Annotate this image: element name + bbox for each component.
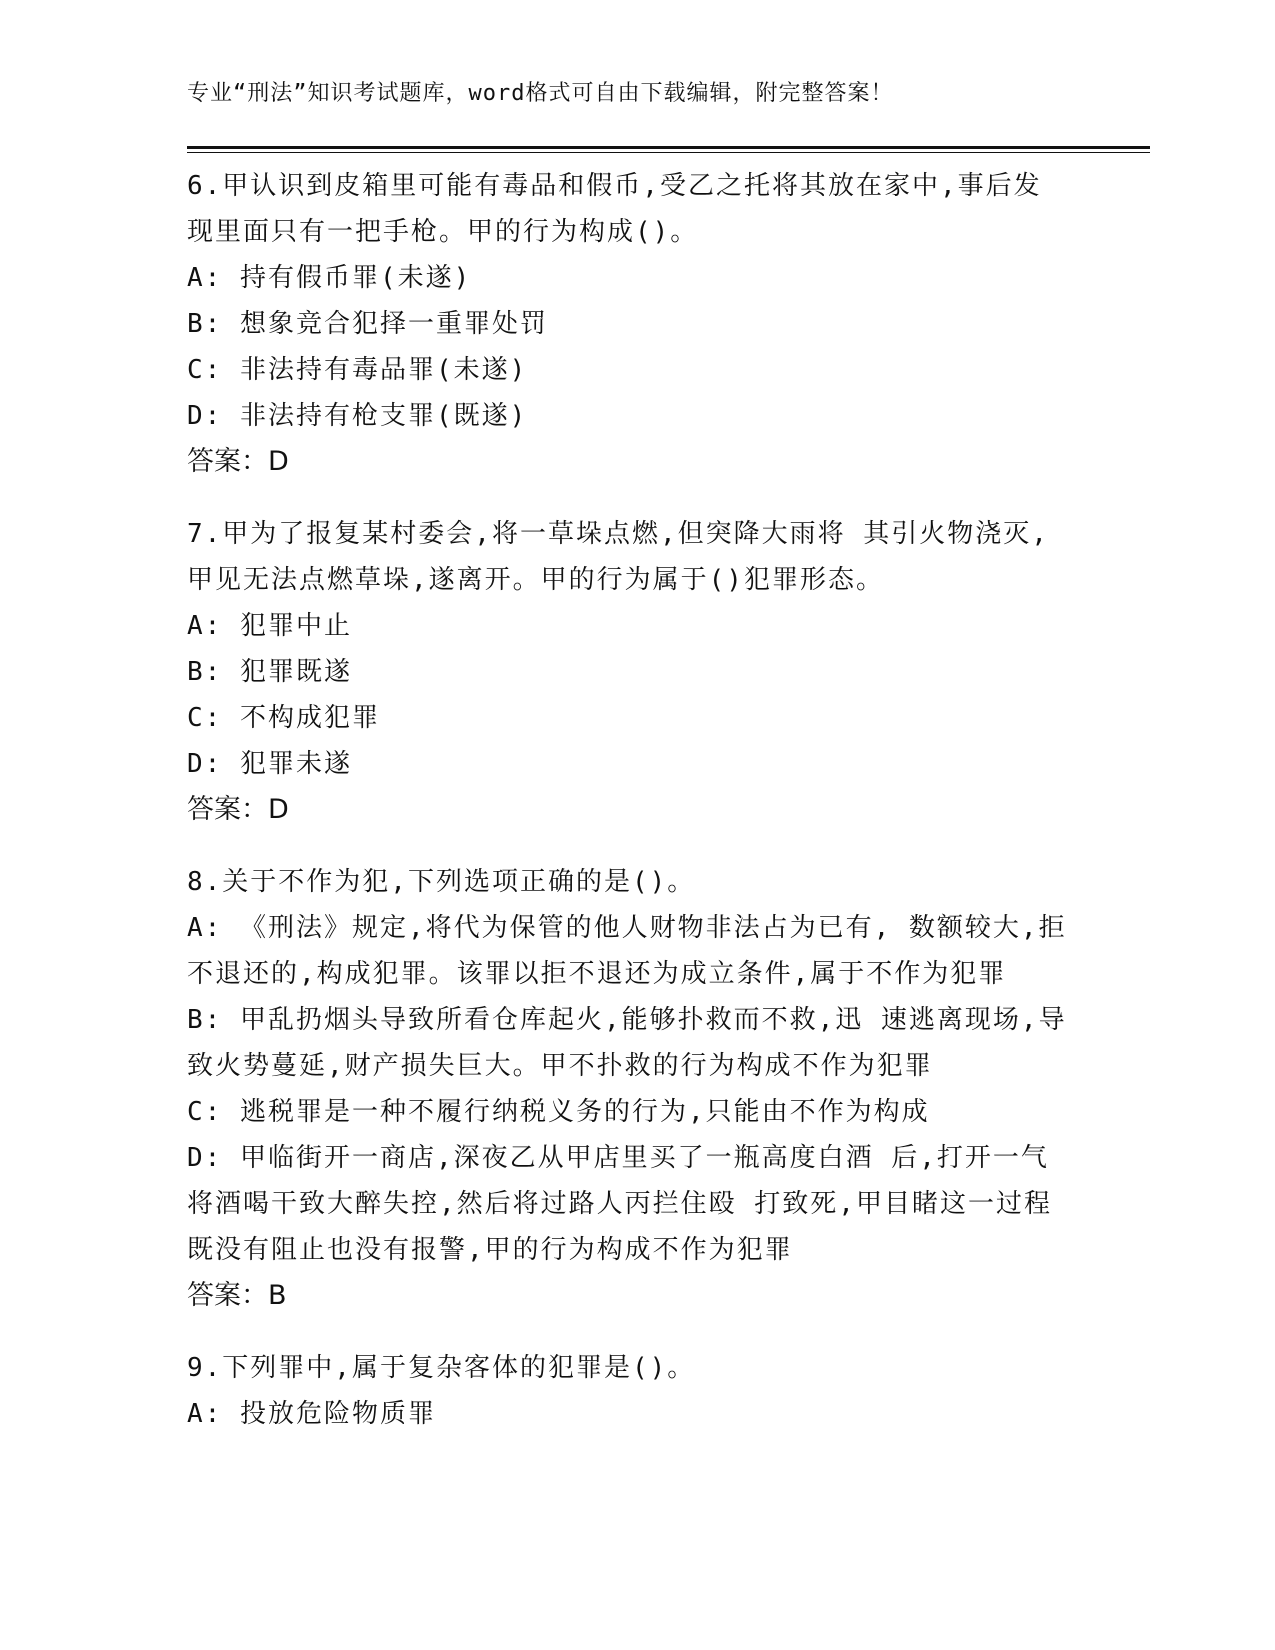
answer-option <box>187 301 1127 347</box>
option-text-line: 将酒喝干致大醉失控,然后将过路人丙拦住殴 打致死,甲目睹这一过程 <box>187 1189 1052 1219</box>
answer-option <box>187 649 1127 695</box>
answer-option <box>187 1391 1127 1437</box>
answer-key: 答案：D <box>187 446 289 477</box>
option-text-line: D: 非法持有枪支罪(既遂) <box>187 401 528 431</box>
answer-option <box>187 695 1127 741</box>
option-text-line: C: 逃税罪是一种不履行纳税义务的行为,只能由不作为构成 <box>187 1097 930 1127</box>
question-stem-line: 8.关于不作为犯,下列选项正确的是()。 <box>187 867 696 897</box>
answer-option <box>187 347 1127 393</box>
option-text-line: C: 不构成犯罪 <box>187 703 380 733</box>
answer-key: 答案：D <box>187 794 289 825</box>
option-text-line: B: 甲乱扔烟头导致所看仓库起火,能够扑救而不救,迅 速逃离现场,导 <box>187 1005 1067 1035</box>
option-text-line: D: 犯罪未遂 <box>187 749 352 779</box>
answer-option <box>187 603 1127 649</box>
option-text-line: 既没有阻止也没有报警,甲的行为构成不作为犯罪 <box>187 1235 793 1265</box>
question-9 <box>187 1345 1127 1437</box>
option-text-line: B: 想象竞合犯择一重罪处罚 <box>187 309 548 339</box>
question-stem-line: 甲见无法点燃草垛,遂离开。甲的行为属于()犯罪形态。 <box>187 565 884 595</box>
option-text-line: C: 非法持有毒品罪(未遂) <box>187 355 528 385</box>
option-text-line: A: 《刑法》规定,将代为保管的他人财物非法占为已有, 数额较大,拒 <box>187 913 1067 943</box>
header-rule-thick <box>187 146 1150 149</box>
question-8 <box>187 859 1127 1319</box>
answer-option <box>187 255 1127 301</box>
option-text-line: 不退还的,构成犯罪。该罪以拒不退还为成立条件,属于不作为犯罪 <box>187 959 1007 989</box>
question-stem-line: 9.下列罪中,属于复杂客体的犯罪是()。 <box>187 1353 696 1383</box>
page-header: 专业“刑法”知识考试题库，word格式可自由下载编辑，附完整答案！ <box>187 81 894 106</box>
answer-option <box>187 1089 1127 1135</box>
option-text-line: B: 犯罪既遂 <box>187 657 352 687</box>
option-text-line: A: 投放危险物质罪 <box>187 1399 436 1429</box>
question-stem-line: 6.甲认识到皮箱里可能有毒品和假币,受乙之托将其放在家中,事后发 <box>187 171 1042 201</box>
question-stem-line: 现里面只有一把手枪。甲的行为构成()。 <box>187 217 699 247</box>
option-text-line: D: 甲临街开一商店,深夜乙从甲店里买了一瓶高度白酒 后,打开一气 <box>187 1143 1049 1173</box>
question-list <box>187 163 1127 1463</box>
option-text-line: A: 犯罪中止 <box>187 611 352 641</box>
answer-option <box>187 393 1127 439</box>
header-rule-thin <box>187 152 1150 153</box>
question-stem-line: 7.甲为了报复某村委会,将一草垛点燃,但突降大雨将 其引火物浇灭, <box>187 519 1049 549</box>
answer-option <box>187 905 1127 997</box>
option-text-line: A: 持有假币罪(未遂) <box>187 263 472 293</box>
answer-option <box>187 997 1127 1089</box>
answer-option <box>187 1135 1127 1273</box>
question-7 <box>187 511 1127 833</box>
answer-option <box>187 741 1127 787</box>
question-6 <box>187 163 1127 485</box>
answer-key: 答案：B <box>187 1280 287 1311</box>
option-text-line: 致火势蔓延,财产损失巨大。甲不扑救的行为构成不作为犯罪 <box>187 1051 933 1081</box>
